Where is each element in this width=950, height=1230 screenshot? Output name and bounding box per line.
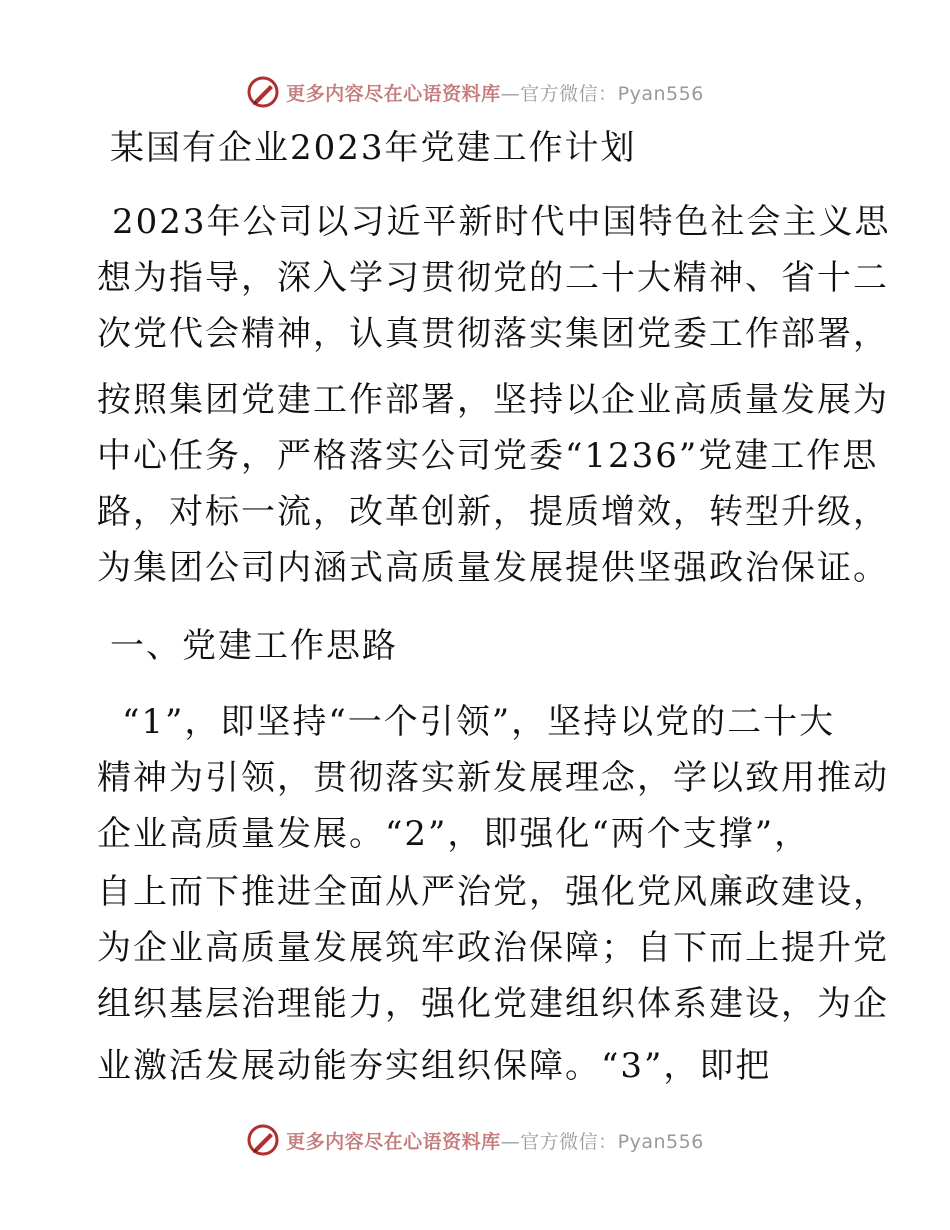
document-title: 某国有企业2023年党建工作计划 <box>110 128 637 168</box>
pen-logo-icon <box>246 1123 280 1157</box>
paragraph-line: 组织基层治理能力，强化党建组织体系建设，为企 <box>97 984 889 1024</box>
pen-logo-icon <box>246 75 280 109</box>
header-watermark <box>0 72 950 112</box>
paragraph-line: “1”，即坚持“一个引领”，坚持以党的二十大 <box>122 702 836 742</box>
footer-watermark <box>0 1120 950 1160</box>
paragraph-line: 路，对标一流，改革创新，提质增效，转型升级， <box>97 492 889 532</box>
paragraph-line: 为企业高质量发展筑牢政治保障；自下而上提升党 <box>97 928 889 968</box>
paragraph-line: 2023年公司以习近平新时代中国特色社会主义思 <box>112 202 891 242</box>
watermark-text: 更多内容尽在心语资料库—官方微信：Pyan556 <box>286 1130 704 1153</box>
watermark-text: 更多内容尽在心语资料库—官方微信：Pyan556 <box>286 82 704 105</box>
section-heading: 一、党建工作思路 <box>110 626 398 666</box>
paragraph-line: 自上而下推进全面从严治党，强化党风廉政建设， <box>97 872 889 912</box>
paragraph-line: 企业高质量发展。“2”，即强化“两个支撑”， <box>97 814 811 854</box>
paragraph-line: 为集团公司内涵式高质量发展提供坚强政治保证。 <box>97 548 889 588</box>
paragraph-line: 想为指导，深入学习贯彻党的二十大精神、省十二 <box>97 258 889 298</box>
paragraph-line: 精神为引领，贯彻落实新发展理念，学以致用推动 <box>97 758 889 798</box>
paragraph-line: 业激活发展动能夯实组织保障。“3”，即把 <box>97 1046 772 1086</box>
paragraph-line: 中心任务，严格落实公司党委“1236”党建工作思 <box>97 436 879 476</box>
paragraph-line: 按照集团党建工作部署，坚持以企业高质量发展为 <box>97 380 889 420</box>
paragraph-line: 次党代会精神，认真贯彻落实集团党委工作部署， <box>97 314 889 354</box>
